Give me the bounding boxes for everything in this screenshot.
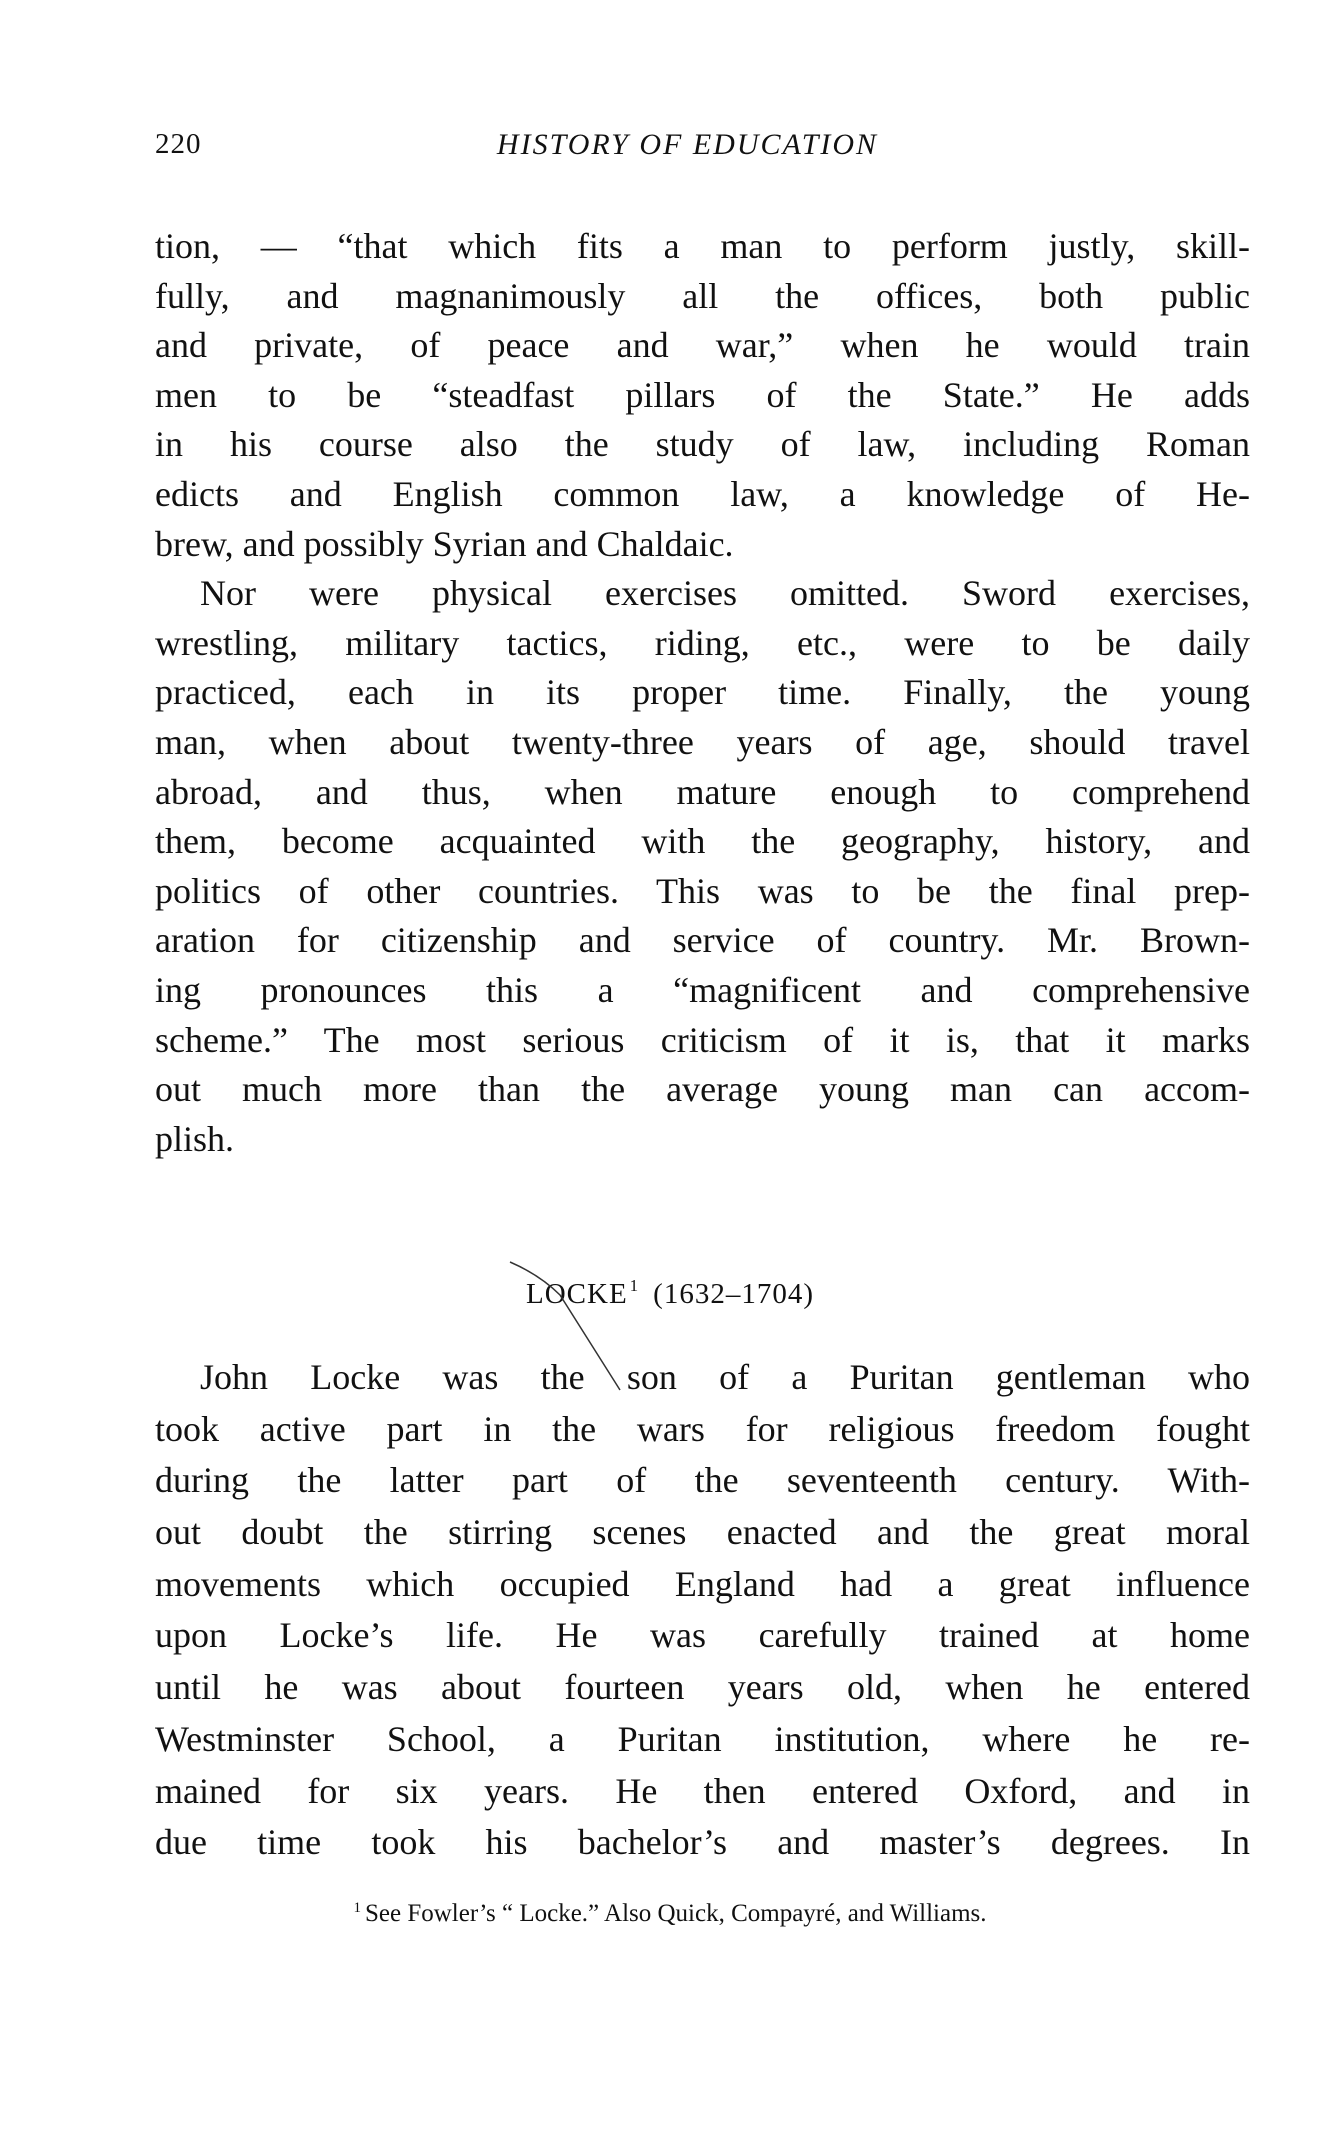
- text-line: edicts and English common law, a knowledge of He-: [155, 473, 1250, 514]
- text-line: practiced, each in its proper time. Finally, the young: [155, 672, 1250, 713]
- text-line: Westminster School, a Puritan institution, where he re-: [155, 1718, 1250, 1759]
- footnote-text: See Fowler’s “ Locke.” Also Quick, Compayré, and Williams.: [364, 1900, 987, 1927]
- text-line: abroad, and thus, when mature enough to comprehend: [155, 771, 1250, 812]
- text-line: tion, — “that which fits a man to perform justly, skill-: [155, 226, 1250, 266]
- text-line: movements which occupied England had a great influence: [155, 1563, 1250, 1604]
- text-line: brew, and possibly Syrian and Chaldaic.: [155, 523, 734, 564]
- page-number: 220: [155, 128, 202, 160]
- text-line: and private, of peace and war,” when he would train: [155, 325, 1250, 366]
- section-heading-dates: (1632–1704): [653, 1278, 814, 1310]
- text-line: took active part in the wars for religious freedom fought: [155, 1408, 1250, 1449]
- text-line: until he was about fourteen years old, when he entered: [155, 1667, 1250, 1708]
- text-line: plish.: [155, 1118, 235, 1159]
- section-heading-name: LOCKE: [526, 1278, 628, 1310]
- text-line: them, become acquainted with the geography, history, and: [155, 821, 1250, 862]
- text-line: wrestling, military tactics, riding, etc., were to be daily: [155, 622, 1250, 663]
- footnote-marker: 1: [353, 1900, 361, 1916]
- text-line: fully, and magnanimously all the offices, both public: [155, 275, 1250, 316]
- text-line: John Locke was the son of a Puritan gentleman who: [200, 1357, 1250, 1397]
- text-line: during the latter part of the seventeenth century. With-: [155, 1460, 1250, 1501]
- text-line: politics of other countries. This was to be the final prep-: [155, 870, 1250, 911]
- text-line: mained for six years. He then entered Oxford, and in: [155, 1770, 1250, 1811]
- text-line: ing pronounces this a “magnificent and comprehensive: [155, 969, 1250, 1010]
- text-line: scheme.” The most serious criticism of it is, that it marks: [155, 1019, 1250, 1060]
- text-line: Nor were physical exercises omitted. Sword exercises,: [200, 573, 1250, 614]
- footnote: [0, 1900, 1340, 1928]
- footnote-reference[interactable]: 1: [629, 1276, 640, 1295]
- section-heading: [0, 1276, 1340, 1311]
- text-line: in his course also the study of law, including Roman: [155, 424, 1250, 465]
- paragraph-block-curriculum: [155, 222, 1250, 1164]
- text-line: aration for citizenship and service of country. Mr. Brown-: [155, 920, 1250, 961]
- text-line: upon Locke’s life. He was carefully trained at home: [155, 1615, 1250, 1656]
- running-title: HISTORY OF EDUCATION: [496, 128, 879, 161]
- text-line: men to be “steadfast pillars of the State.” He adds: [155, 374, 1250, 415]
- running-head: [155, 128, 1250, 172]
- paragraph-block-locke: [155, 1352, 1250, 1869]
- text-line: out much more than the average young man can accom-: [155, 1069, 1250, 1110]
- text-line: out doubt the stirring scenes enacted and the great moral: [155, 1512, 1250, 1553]
- text-line: due time took his bachelor’s and master’s degrees. In: [155, 1822, 1250, 1863]
- text-line: man, when about twenty-three years of age, should travel: [155, 721, 1250, 762]
